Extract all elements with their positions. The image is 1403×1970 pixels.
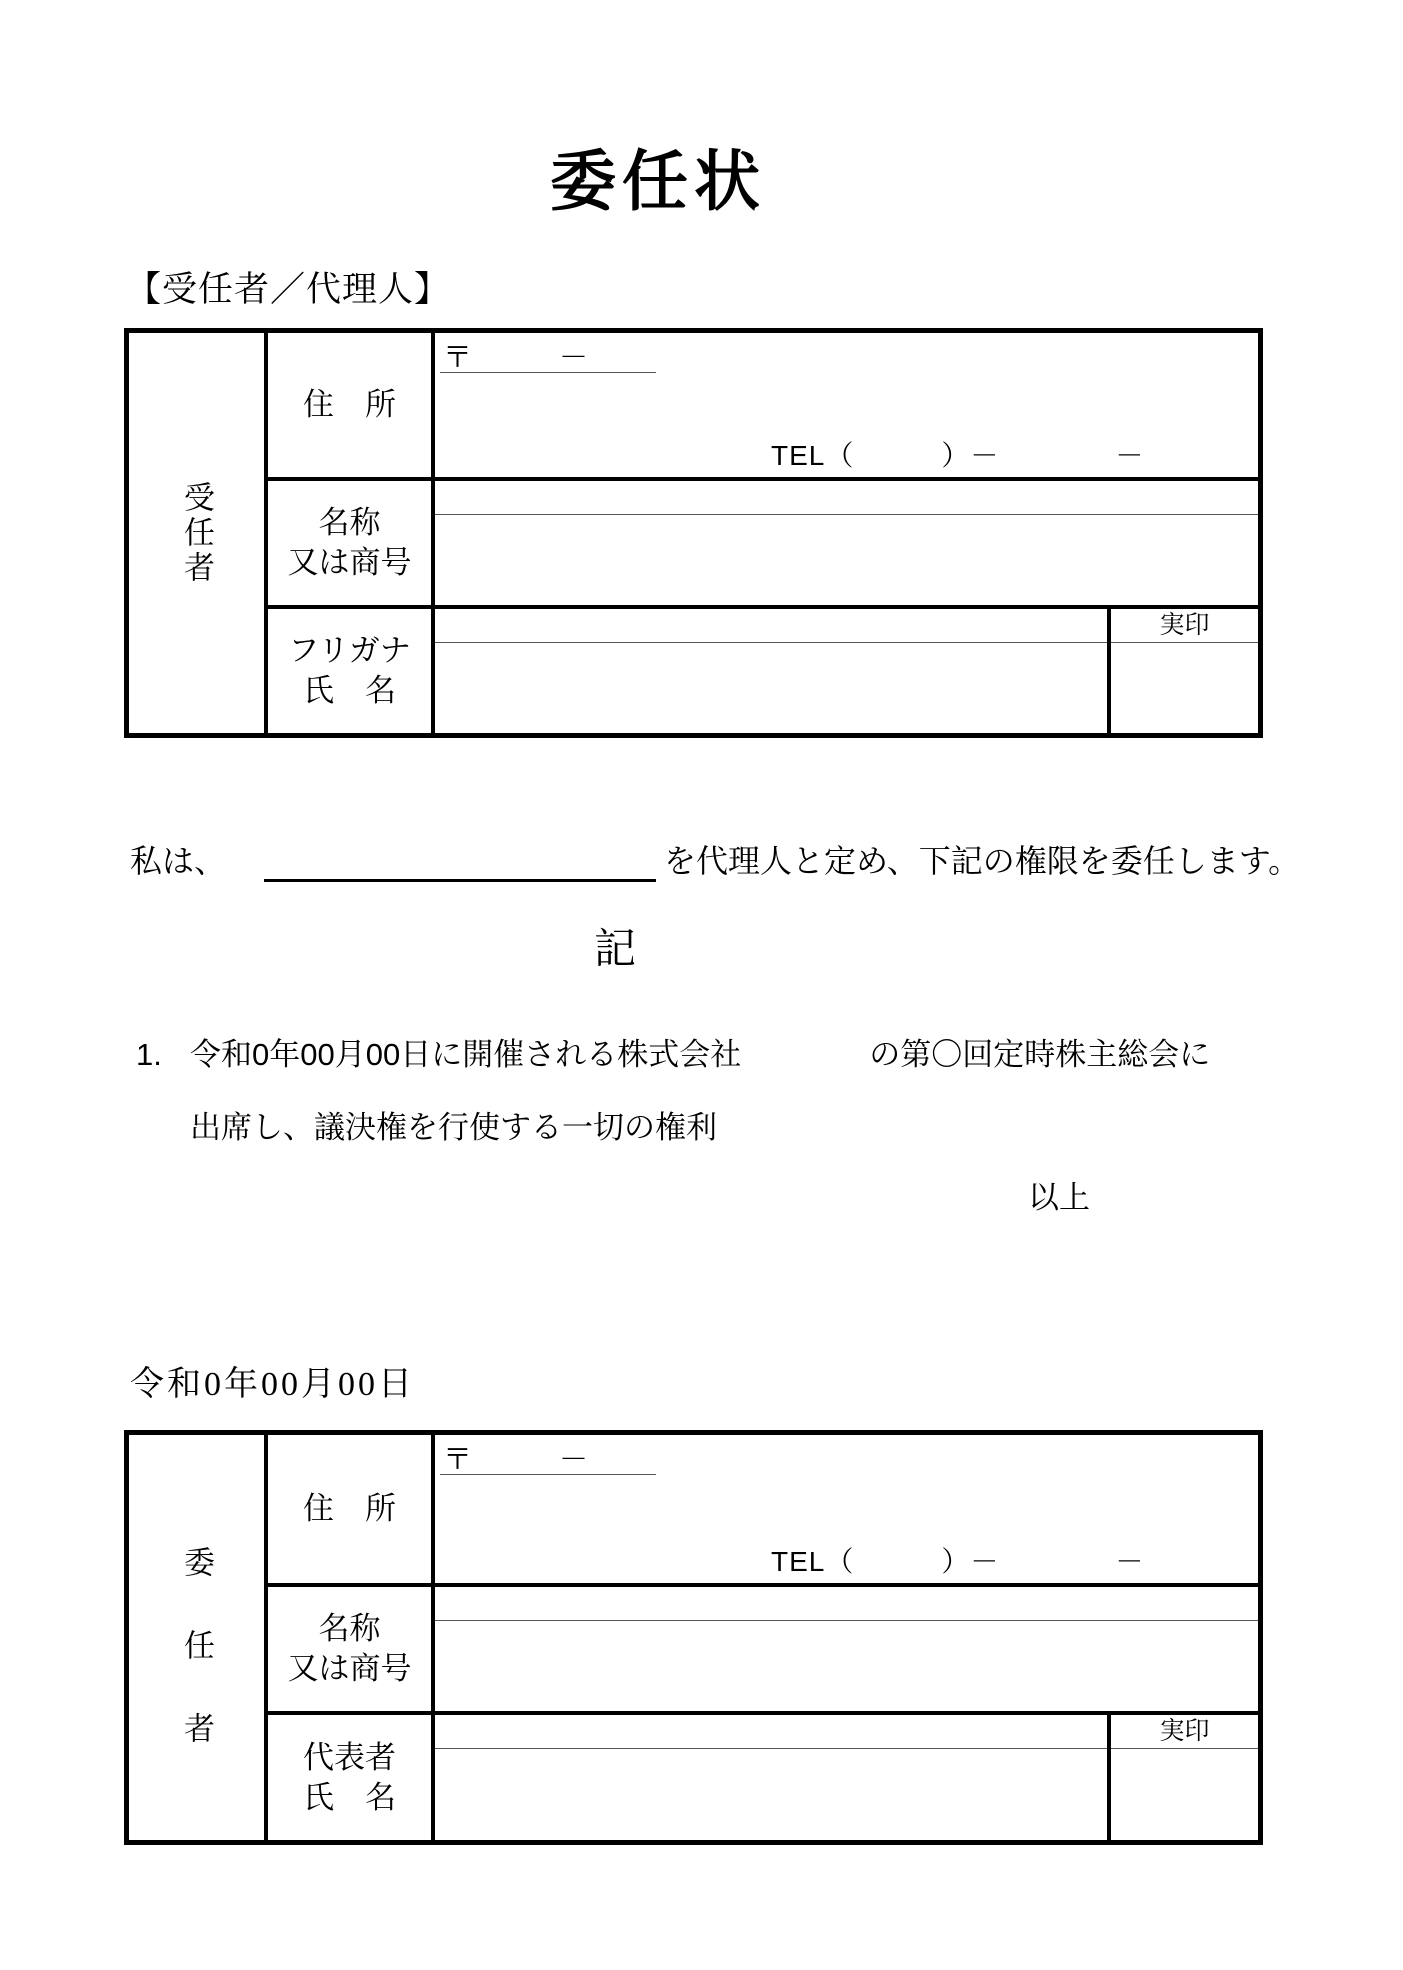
recipient-signature-input-area[interactable]: [433, 607, 1109, 735]
recipient-furigana-label-cell: [266, 607, 433, 735]
recipient-name-label-cell: [266, 479, 433, 607]
seal-label: 実印: [1159, 1717, 1210, 1745]
entry-rule-line: [435, 1620, 1258, 1621]
furigana-label: フリガナ: [288, 633, 411, 668]
entry-rule-line: [1111, 1748, 1258, 1749]
name-label-line2: 又は商号: [287, 545, 412, 580]
item-line2: 出席し、議決権を行使する一切の権利: [190, 1110, 717, 1145]
item-number: 1.: [136, 1037, 162, 1072]
address-label: 住 所: [303, 1491, 396, 1526]
item-text-before-blank: 令和0年00月00日に開催される株式会社: [190, 1037, 742, 1072]
document-title: 委任状: [550, 144, 766, 219]
statement-suffix: を代理人と定め、下記の権限を委任します。: [664, 843, 1301, 879]
entry-rule-line: [435, 642, 1107, 643]
principal-address-input-area[interactable]: [433, 1433, 1260, 1585]
tel-field[interactable]: TEL（ ）－ －: [771, 1546, 1145, 1577]
postal-code-underline: [440, 372, 656, 373]
principal-table: [124, 1430, 1263, 1845]
postal-code-underline: [440, 1474, 656, 1475]
name-label-line2: 又は商号: [287, 1651, 412, 1686]
entry-rule-line: [1111, 642, 1258, 643]
tel-field[interactable]: TEL（ ）－ －: [771, 440, 1145, 471]
principal-signature-input-area[interactable]: [433, 1713, 1109, 1842]
principal-group-cell: [127, 1433, 266, 1842]
principal-address-label-cell: [266, 1433, 433, 1585]
recipient-name-input-area[interactable]: [433, 479, 1260, 607]
closing-ijou: 以上: [1028, 1180, 1090, 1215]
representative-label: 代表者: [303, 1739, 396, 1775]
postal-code-field[interactable]: 〒 －: [443, 1444, 589, 1476]
name-label-line1: 名称: [318, 505, 381, 540]
principal-group-label: 委任者: [179, 1546, 214, 1795]
recipient-group-label: 受任者: [179, 480, 214, 586]
proxy-statement: [130, 836, 1300, 882]
address-label: 住 所: [303, 387, 396, 422]
recipient-seal-box[interactable]: [1109, 607, 1260, 735]
record-heading: 記: [593, 925, 638, 972]
entry-rule-line: [435, 1748, 1107, 1749]
seal-label: 実印: [1159, 611, 1210, 639]
full-name-label: 氏 名: [303, 1779, 396, 1815]
recipient-table: [124, 328, 1263, 738]
item-line1: [136, 1036, 1210, 1073]
principal-name-label-cell: [266, 1585, 433, 1713]
recipient-group-cell: [127, 331, 266, 735]
recipient-address-label-cell: [266, 331, 433, 479]
postal-code-field[interactable]: 〒 －: [443, 342, 589, 374]
recipient-section-heading: 【受任者／代理人】: [126, 270, 451, 309]
entry-rule-line: [435, 514, 1258, 515]
agent-name-blank-field[interactable]: [264, 843, 656, 882]
full-name-label: 氏 名: [303, 673, 396, 708]
recipient-address-input-area[interactable]: [433, 331, 1260, 479]
delegated-powers-item: [136, 1036, 1210, 1146]
name-label-line1: 名称: [318, 1611, 381, 1646]
principal-seal-box[interactable]: [1109, 1713, 1260, 1842]
statement-prefix: 私は、: [130, 843, 227, 879]
document-date: 令和0年00月00日: [130, 1366, 415, 1403]
item-text-after-blank: の第〇回定時株主総会に: [869, 1037, 1211, 1072]
principal-name-input-area[interactable]: [433, 1585, 1260, 1713]
principal-representative-label-cell: [266, 1713, 433, 1842]
